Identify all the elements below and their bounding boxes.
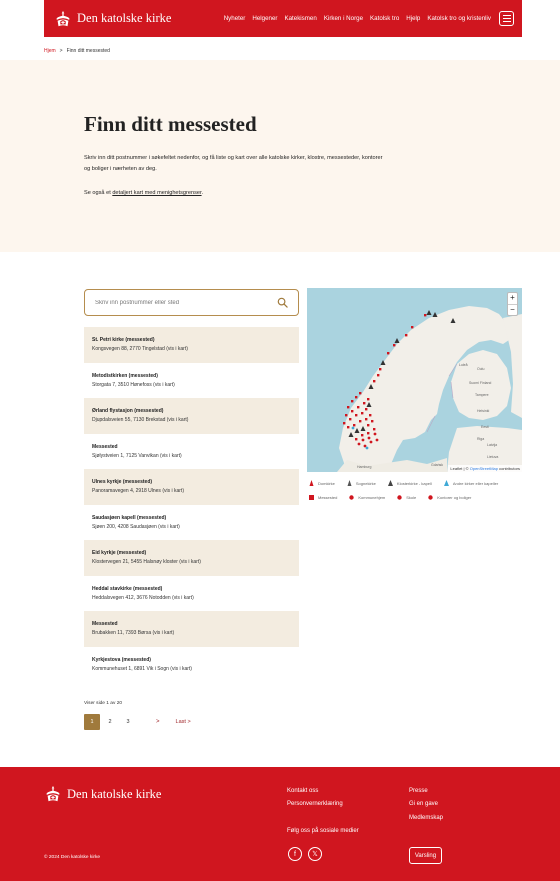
result-name: St. Petri kirke (messested) bbox=[92, 337, 155, 343]
breadcrumb-current: Finn ditt messested bbox=[66, 48, 110, 54]
map-label-lulea: Luleå bbox=[459, 363, 468, 367]
legend-label: Andre kirker eller kapeller bbox=[452, 480, 499, 486]
footer-link-presse[interactable]: Presse bbox=[409, 788, 428, 794]
legend-item[interactable] bbox=[309, 494, 337, 500]
legend-item[interactable] bbox=[349, 494, 385, 500]
result-address: Heddalsvegen 412, 3676 Notodden (vis i kart) bbox=[92, 594, 194, 601]
list-item[interactable] bbox=[84, 647, 299, 683]
result-name: Messested bbox=[92, 621, 118, 627]
legend-item[interactable] bbox=[397, 494, 416, 500]
search-icon[interactable] bbox=[277, 297, 288, 308]
search-box bbox=[84, 289, 299, 316]
legend-item[interactable] bbox=[309, 480, 335, 486]
kommunehjem-icon bbox=[349, 495, 354, 500]
zoom-out-button[interactable]: − bbox=[508, 304, 517, 315]
annen-kirke-icon bbox=[444, 480, 449, 486]
pagination bbox=[84, 714, 191, 730]
nav-item-katolsk-tro-og-kristenliv[interactable]: Katolsk tro og kristenliv bbox=[427, 15, 491, 22]
facebook-icon[interactable]: f bbox=[288, 847, 302, 861]
attribution-prefix: Leaflet | © bbox=[450, 466, 470, 471]
map-label-oulu: Oulu bbox=[477, 367, 485, 371]
result-name: Saudasjøen kapell (messested) bbox=[92, 514, 167, 521]
map-label-latvija: Latvija bbox=[487, 443, 498, 447]
result-address: Klostervegen 21, 5455 Halsnøy kloster (vis i kart) bbox=[92, 559, 201, 565]
hero-description: Skriv inn ditt postnummer i søkefeltet nedenfor, og få liste og kart over alle katolske kirker, klostre, messesteder, kontorer og boliger i nærheten av deg. bbox=[84, 155, 383, 172]
breadcrumb-home[interactable]: Hjem bbox=[44, 48, 56, 54]
footer-brand-name: Den katolske kirke bbox=[67, 786, 162, 801]
map-attribution bbox=[448, 465, 522, 472]
nav-item-katolsk-tro[interactable]: Katolsk tro bbox=[370, 15, 400, 22]
list-item[interactable] bbox=[84, 327, 299, 363]
footer-link-gave[interactable]: Gi en gave bbox=[409, 801, 439, 807]
legend-item[interactable] bbox=[444, 480, 498, 486]
nav-item-hjelp[interactable]: Hjelp bbox=[406, 15, 421, 22]
church-logo-icon bbox=[44, 785, 62, 803]
nav-item-helgener[interactable]: Helgener bbox=[252, 15, 278, 22]
footer-logo[interactable] bbox=[44, 785, 161, 803]
result-name: Ørland flystasjon (messested) bbox=[92, 408, 164, 414]
search-input[interactable] bbox=[95, 300, 277, 306]
site-header bbox=[0, 0, 560, 38]
map-canvas bbox=[307, 288, 522, 472]
breadcrumb bbox=[44, 48, 110, 54]
next-page-button[interactable]: > bbox=[156, 719, 160, 725]
list-item[interactable] bbox=[84, 434, 299, 470]
nav-item-katekismen[interactable]: Katekismen bbox=[284, 15, 317, 22]
header-bar bbox=[44, 0, 522, 37]
list-item[interactable] bbox=[84, 363, 299, 399]
map-label-gdansk: Gdańsk bbox=[431, 463, 444, 467]
nav-item-kirken-i-norge[interactable]: Kirken i Norge bbox=[323, 15, 364, 22]
list-item[interactable] bbox=[84, 469, 299, 505]
results-list bbox=[84, 327, 299, 682]
hero-section bbox=[0, 60, 560, 252]
x-twitter-icon[interactable]: 𝕏 bbox=[308, 847, 322, 861]
varsling-button[interactable]: Varsling bbox=[409, 847, 442, 864]
result-name: Heddal stavkirke (messested) bbox=[92, 585, 163, 592]
map-label-riga: Riga bbox=[477, 437, 485, 441]
footer-link-kontakt[interactable]: Kontakt oss bbox=[287, 788, 319, 794]
result-name: Ulnes kyrkje (messested) bbox=[92, 479, 153, 485]
map-label-helsinki: Helsinki bbox=[477, 409, 490, 413]
see-also-prefix: Se også et bbox=[84, 190, 113, 196]
see-also-suffix: . bbox=[201, 190, 204, 196]
legend-label: Kommunehjem bbox=[358, 494, 386, 500]
footer-link-personvern[interactable]: Personvernerklæring bbox=[287, 801, 343, 807]
legend-item[interactable] bbox=[428, 494, 471, 500]
pagination-info: Viser side 1 av 20 bbox=[84, 701, 123, 706]
footer-link-medlemskap[interactable]: Medlemskap bbox=[409, 815, 444, 821]
klosterkirke-icon bbox=[388, 480, 393, 486]
page-button-2[interactable]: 2 bbox=[108, 719, 112, 725]
detailed-map-link[interactable]: detaljert kart med menighetsgrenser bbox=[112, 190, 202, 196]
page-button-1[interactable]: 1 bbox=[84, 714, 100, 730]
messested-icon bbox=[309, 495, 314, 500]
legend-label: Klosterkirke - kapell bbox=[396, 480, 432, 486]
main-nav bbox=[217, 11, 514, 26]
map-label-lietuva: Lietuva bbox=[487, 455, 499, 459]
map-label-hamburg: Hamburg bbox=[357, 465, 372, 469]
legend-label: Skole bbox=[406, 494, 417, 500]
list-item[interactable] bbox=[84, 398, 299, 434]
legend-label: Messested bbox=[318, 494, 338, 500]
last-page-label: Last bbox=[175, 719, 186, 725]
hero-see-also bbox=[84, 190, 203, 196]
kontor-icon bbox=[428, 495, 433, 500]
result-address: Djupdalsveien 55, 7130 Brekstad (vis i kart) bbox=[92, 417, 189, 423]
result-address: Panoramavegen 4, 2918 Ulnes (vis i kart) bbox=[92, 488, 184, 494]
brand-logo[interactable] bbox=[54, 10, 171, 28]
sognekirke-icon bbox=[347, 480, 352, 486]
brand-name: Den katolske kirke bbox=[77, 11, 172, 25]
site-footer bbox=[0, 767, 560, 881]
legend-label: Kontorer og boliger bbox=[437, 494, 472, 500]
result-name: Messested bbox=[92, 443, 118, 450]
page-button-3[interactable]: 3 bbox=[126, 719, 130, 725]
hamburger-menu-icon[interactable] bbox=[499, 11, 514, 26]
domkirke-icon bbox=[309, 480, 314, 486]
social-heading: Følg oss på sosiale medier bbox=[287, 828, 359, 834]
map-zoom-control bbox=[507, 292, 518, 316]
legend-label: Sognekirke bbox=[355, 480, 376, 486]
result-name: Metodistkirken (messested) bbox=[92, 372, 158, 379]
legend-item[interactable] bbox=[388, 480, 432, 486]
result-address: Sjøen 200, 4208 Saudasjøen (vis i kart) bbox=[92, 523, 180, 530]
result-name: Eid kyrkje (messested) bbox=[92, 550, 147, 556]
last-page-button[interactable] bbox=[176, 719, 191, 725]
result-address: Kommunehuset 1, 6891 Vik i Sogn (vis i kart) bbox=[92, 665, 192, 672]
map-label-tampere: Tampere bbox=[475, 393, 489, 397]
map-label-finland: Suomi Finland bbox=[469, 381, 492, 385]
list-item[interactable] bbox=[84, 576, 299, 612]
breadcrumb-separator: > bbox=[59, 48, 63, 54]
zoom-in-button[interactable]: + bbox=[510, 293, 515, 302]
list-item[interactable] bbox=[84, 611, 299, 647]
map-legend bbox=[309, 480, 522, 508]
result-address: Sjølystveien 1, 7125 Vanvikan (vis i kart) bbox=[92, 452, 182, 459]
result-address: Storgata 7, 3510 Hønefoss (vis i kart) bbox=[92, 381, 175, 388]
list-item[interactable] bbox=[84, 505, 299, 541]
church-logo-icon bbox=[54, 10, 72, 28]
copyright: © 2024 Den katolske kirke bbox=[44, 855, 101, 860]
skole-icon bbox=[397, 495, 402, 500]
chevron-right-icon: > bbox=[187, 719, 191, 725]
attribution-suffix: contributors bbox=[497, 466, 520, 471]
map[interactable] bbox=[307, 288, 522, 472]
result-address: Brubakken 11, 7393 Børsa (vis i kart) bbox=[92, 630, 175, 636]
legend-label: Domkirke bbox=[318, 480, 335, 486]
result-address: Kongsvegen 88, 2770 Tingelstad (vis i kart) bbox=[92, 346, 188, 352]
map-label-eesti: Eesti bbox=[481, 425, 489, 429]
page-title: Finn ditt messested bbox=[84, 112, 257, 136]
openstreetmap-link[interactable]: OpenStreetMap bbox=[469, 466, 498, 471]
list-item[interactable] bbox=[84, 540, 299, 576]
legend-item[interactable] bbox=[347, 480, 376, 486]
result-name: Kyrkjestova (messested) bbox=[92, 656, 151, 663]
nav-item-nyheter[interactable]: Nyheter bbox=[223, 15, 246, 22]
